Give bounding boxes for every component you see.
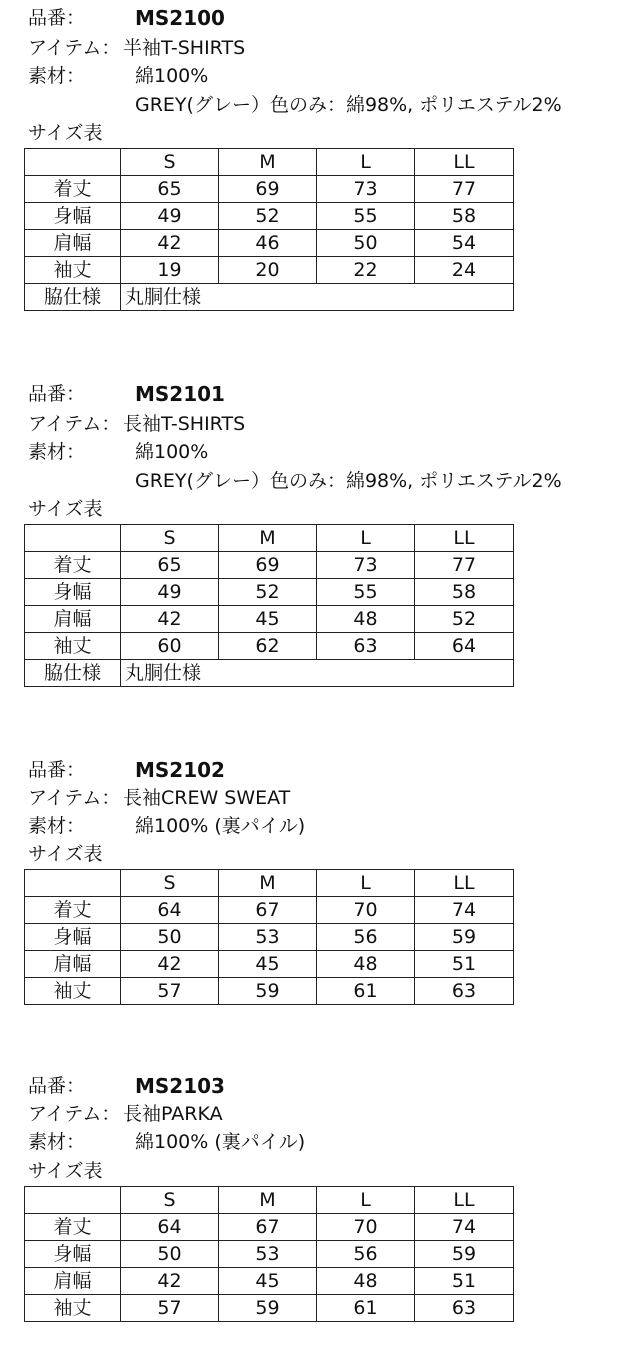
table-cell: 50 (121, 1241, 219, 1268)
table-cell: 64 (121, 897, 219, 924)
table-cell: 45 (219, 1268, 317, 1295)
size-header-ll: LL (415, 149, 514, 176)
table-cell: 62 (219, 633, 317, 660)
table-row (25, 1268, 514, 1295)
material-label: 素材： (28, 441, 86, 463)
table-cell: 57 (121, 978, 219, 1005)
product-number-label: 品番： (28, 1075, 86, 1097)
item-label: アイテム： (28, 787, 121, 809)
table-cell: 45 (219, 606, 317, 633)
table-cell: 63 (415, 978, 514, 1005)
table-cell: 69 (219, 176, 317, 203)
table-row (25, 1295, 514, 1322)
table-row (25, 579, 514, 606)
table-cell: 46 (219, 230, 317, 257)
material-value: 綿100% (135, 441, 209, 463)
table-cell: 73 (317, 552, 415, 579)
size-header-s: S (121, 870, 219, 897)
table-cell: 74 (415, 897, 514, 924)
size-header-ll: LL (415, 870, 514, 897)
table-cell: 48 (317, 606, 415, 633)
table-row (25, 257, 514, 284)
table-cell: 20 (219, 257, 317, 284)
size-header-s: S (121, 525, 219, 552)
size-chart-caption: サイズ表 (28, 843, 103, 865)
material-label: 素材： (28, 65, 86, 87)
table-cell: 48 (317, 1268, 415, 1295)
item-value: 長袖CREW SWEAT (123, 787, 291, 809)
row-label: 袖丈 (25, 257, 121, 284)
table-cell: 77 (415, 552, 514, 579)
size-header-m: M (219, 149, 317, 176)
size-header-s: S (121, 1187, 219, 1214)
table-cell: 67 (219, 897, 317, 924)
table-cell: 74 (415, 1214, 514, 1241)
material-label: 素材： (28, 1131, 86, 1153)
size-header-row (25, 149, 514, 176)
table-row (25, 203, 514, 230)
size-header-m: M (219, 1187, 317, 1214)
side-spec-value: 丸胴仕様 (121, 660, 514, 687)
header-corner-cell (25, 1187, 121, 1214)
table-cell: 65 (121, 176, 219, 203)
size-header-m: M (219, 525, 317, 552)
header-corner-cell (25, 870, 121, 897)
size-header-ll: LL (415, 1187, 514, 1214)
table-cell: 51 (415, 951, 514, 978)
table-cell: 52 (219, 579, 317, 606)
item-value: 長袖PARKA (123, 1103, 223, 1125)
table-cell: 58 (415, 579, 514, 606)
side-spec-label: 脇仕様 (25, 660, 121, 687)
table-cell: 63 (415, 1295, 514, 1322)
material-value: 綿100% (裏パイル) (135, 815, 306, 837)
row-label: 肩幅 (25, 951, 121, 978)
size-chart-caption: サイズ表 (28, 498, 103, 520)
item-value: 半袖T-SHIRTS (123, 37, 246, 59)
size-header-row (25, 870, 514, 897)
row-label: 袖丈 (25, 633, 121, 660)
size-header-l: L (317, 1187, 415, 1214)
table-row (25, 951, 514, 978)
product-number-label: 品番： (28, 759, 86, 781)
row-label: 身幅 (25, 924, 121, 951)
product-code: MS2103 (135, 1074, 225, 1098)
size-table (24, 869, 514, 1005)
table-cell: 58 (415, 203, 514, 230)
row-label: 着丈 (25, 552, 121, 579)
product-code: MS2102 (135, 758, 225, 782)
table-row (25, 633, 514, 660)
product-number-label: 品番： (28, 383, 86, 405)
table-cell: 56 (317, 924, 415, 951)
table-cell: 64 (121, 1214, 219, 1241)
row-label: 肩幅 (25, 230, 121, 257)
material-note: GREY(グレー）色のみ：綿98%, ポリエステル2% (135, 94, 562, 116)
side-spec-row (25, 284, 514, 311)
size-header-row (25, 1187, 514, 1214)
table-cell: 61 (317, 978, 415, 1005)
size-header-row (25, 525, 514, 552)
table-cell: 59 (219, 978, 317, 1005)
table-row (25, 1241, 514, 1268)
table-cell: 42 (121, 606, 219, 633)
table-cell: 70 (317, 897, 415, 924)
product-number-label: 品番： (28, 7, 86, 29)
table-cell: 67 (219, 1214, 317, 1241)
item-label: アイテム： (28, 413, 121, 435)
table-cell: 73 (317, 176, 415, 203)
side-spec-label: 脇仕様 (25, 284, 121, 311)
material-note: GREY(グレー）色のみ：綿98%, ポリエステル2% (135, 470, 562, 492)
table-cell: 24 (415, 257, 514, 284)
table-cell: 61 (317, 1295, 415, 1322)
table-row (25, 897, 514, 924)
row-label: 袖丈 (25, 978, 121, 1005)
item-label: アイテム： (28, 1103, 121, 1125)
product-code: MS2100 (135, 6, 225, 30)
table-cell: 42 (121, 1268, 219, 1295)
table-row (25, 230, 514, 257)
row-label: 肩幅 (25, 1268, 121, 1295)
size-header-m: M (219, 870, 317, 897)
side-spec-row (25, 660, 514, 687)
size-table (24, 148, 514, 311)
material-label: 素材： (28, 815, 86, 837)
table-cell: 60 (121, 633, 219, 660)
size-table (24, 1186, 514, 1322)
size-header-ll: LL (415, 525, 514, 552)
table-cell: 59 (219, 1295, 317, 1322)
table-cell: 64 (415, 633, 514, 660)
size-header-l: L (317, 525, 415, 552)
table-cell: 55 (317, 579, 415, 606)
table-cell: 77 (415, 176, 514, 203)
table-cell: 54 (415, 230, 514, 257)
table-row (25, 1214, 514, 1241)
side-spec-value: 丸胴仕様 (121, 284, 514, 311)
row-label: 肩幅 (25, 606, 121, 633)
table-cell: 52 (415, 606, 514, 633)
size-header-s: S (121, 149, 219, 176)
table-cell: 42 (121, 951, 219, 978)
table-cell: 51 (415, 1268, 514, 1295)
item-label: アイテム： (28, 37, 121, 59)
table-cell: 55 (317, 203, 415, 230)
table-cell: 53 (219, 924, 317, 951)
row-label: 身幅 (25, 579, 121, 606)
row-label: 身幅 (25, 203, 121, 230)
table-row (25, 176, 514, 203)
table-cell: 65 (121, 552, 219, 579)
table-cell: 49 (121, 203, 219, 230)
product-code: MS2101 (135, 382, 225, 406)
material-value: 綿100% (裏パイル) (135, 1131, 306, 1153)
row-label: 着丈 (25, 897, 121, 924)
table-cell: 50 (317, 230, 415, 257)
table-row (25, 978, 514, 1005)
table-cell: 42 (121, 230, 219, 257)
table-cell: 56 (317, 1241, 415, 1268)
size-chart-caption: サイズ表 (28, 1160, 103, 1182)
table-cell: 57 (121, 1295, 219, 1322)
table-cell: 45 (219, 951, 317, 978)
table-cell: 59 (415, 1241, 514, 1268)
size-table (24, 524, 514, 687)
table-cell: 48 (317, 951, 415, 978)
size-header-l: L (317, 870, 415, 897)
table-cell: 70 (317, 1214, 415, 1241)
table-cell: 53 (219, 1241, 317, 1268)
table-cell: 63 (317, 633, 415, 660)
table-cell: 22 (317, 257, 415, 284)
table-cell: 49 (121, 579, 219, 606)
table-row (25, 606, 514, 633)
table-cell: 19 (121, 257, 219, 284)
table-cell: 59 (415, 924, 514, 951)
row-label: 着丈 (25, 1214, 121, 1241)
table-row (25, 552, 514, 579)
row-label: 身幅 (25, 1241, 121, 1268)
table-cell: 52 (219, 203, 317, 230)
size-header-l: L (317, 149, 415, 176)
material-value: 綿100% (135, 65, 209, 87)
header-corner-cell (25, 525, 121, 552)
row-label: 着丈 (25, 176, 121, 203)
item-value: 長袖T-SHIRTS (123, 413, 246, 435)
table-cell: 69 (219, 552, 317, 579)
header-corner-cell (25, 149, 121, 176)
size-chart-caption: サイズ表 (28, 122, 103, 144)
row-label: 袖丈 (25, 1295, 121, 1322)
table-row (25, 924, 514, 951)
table-cell: 50 (121, 924, 219, 951)
